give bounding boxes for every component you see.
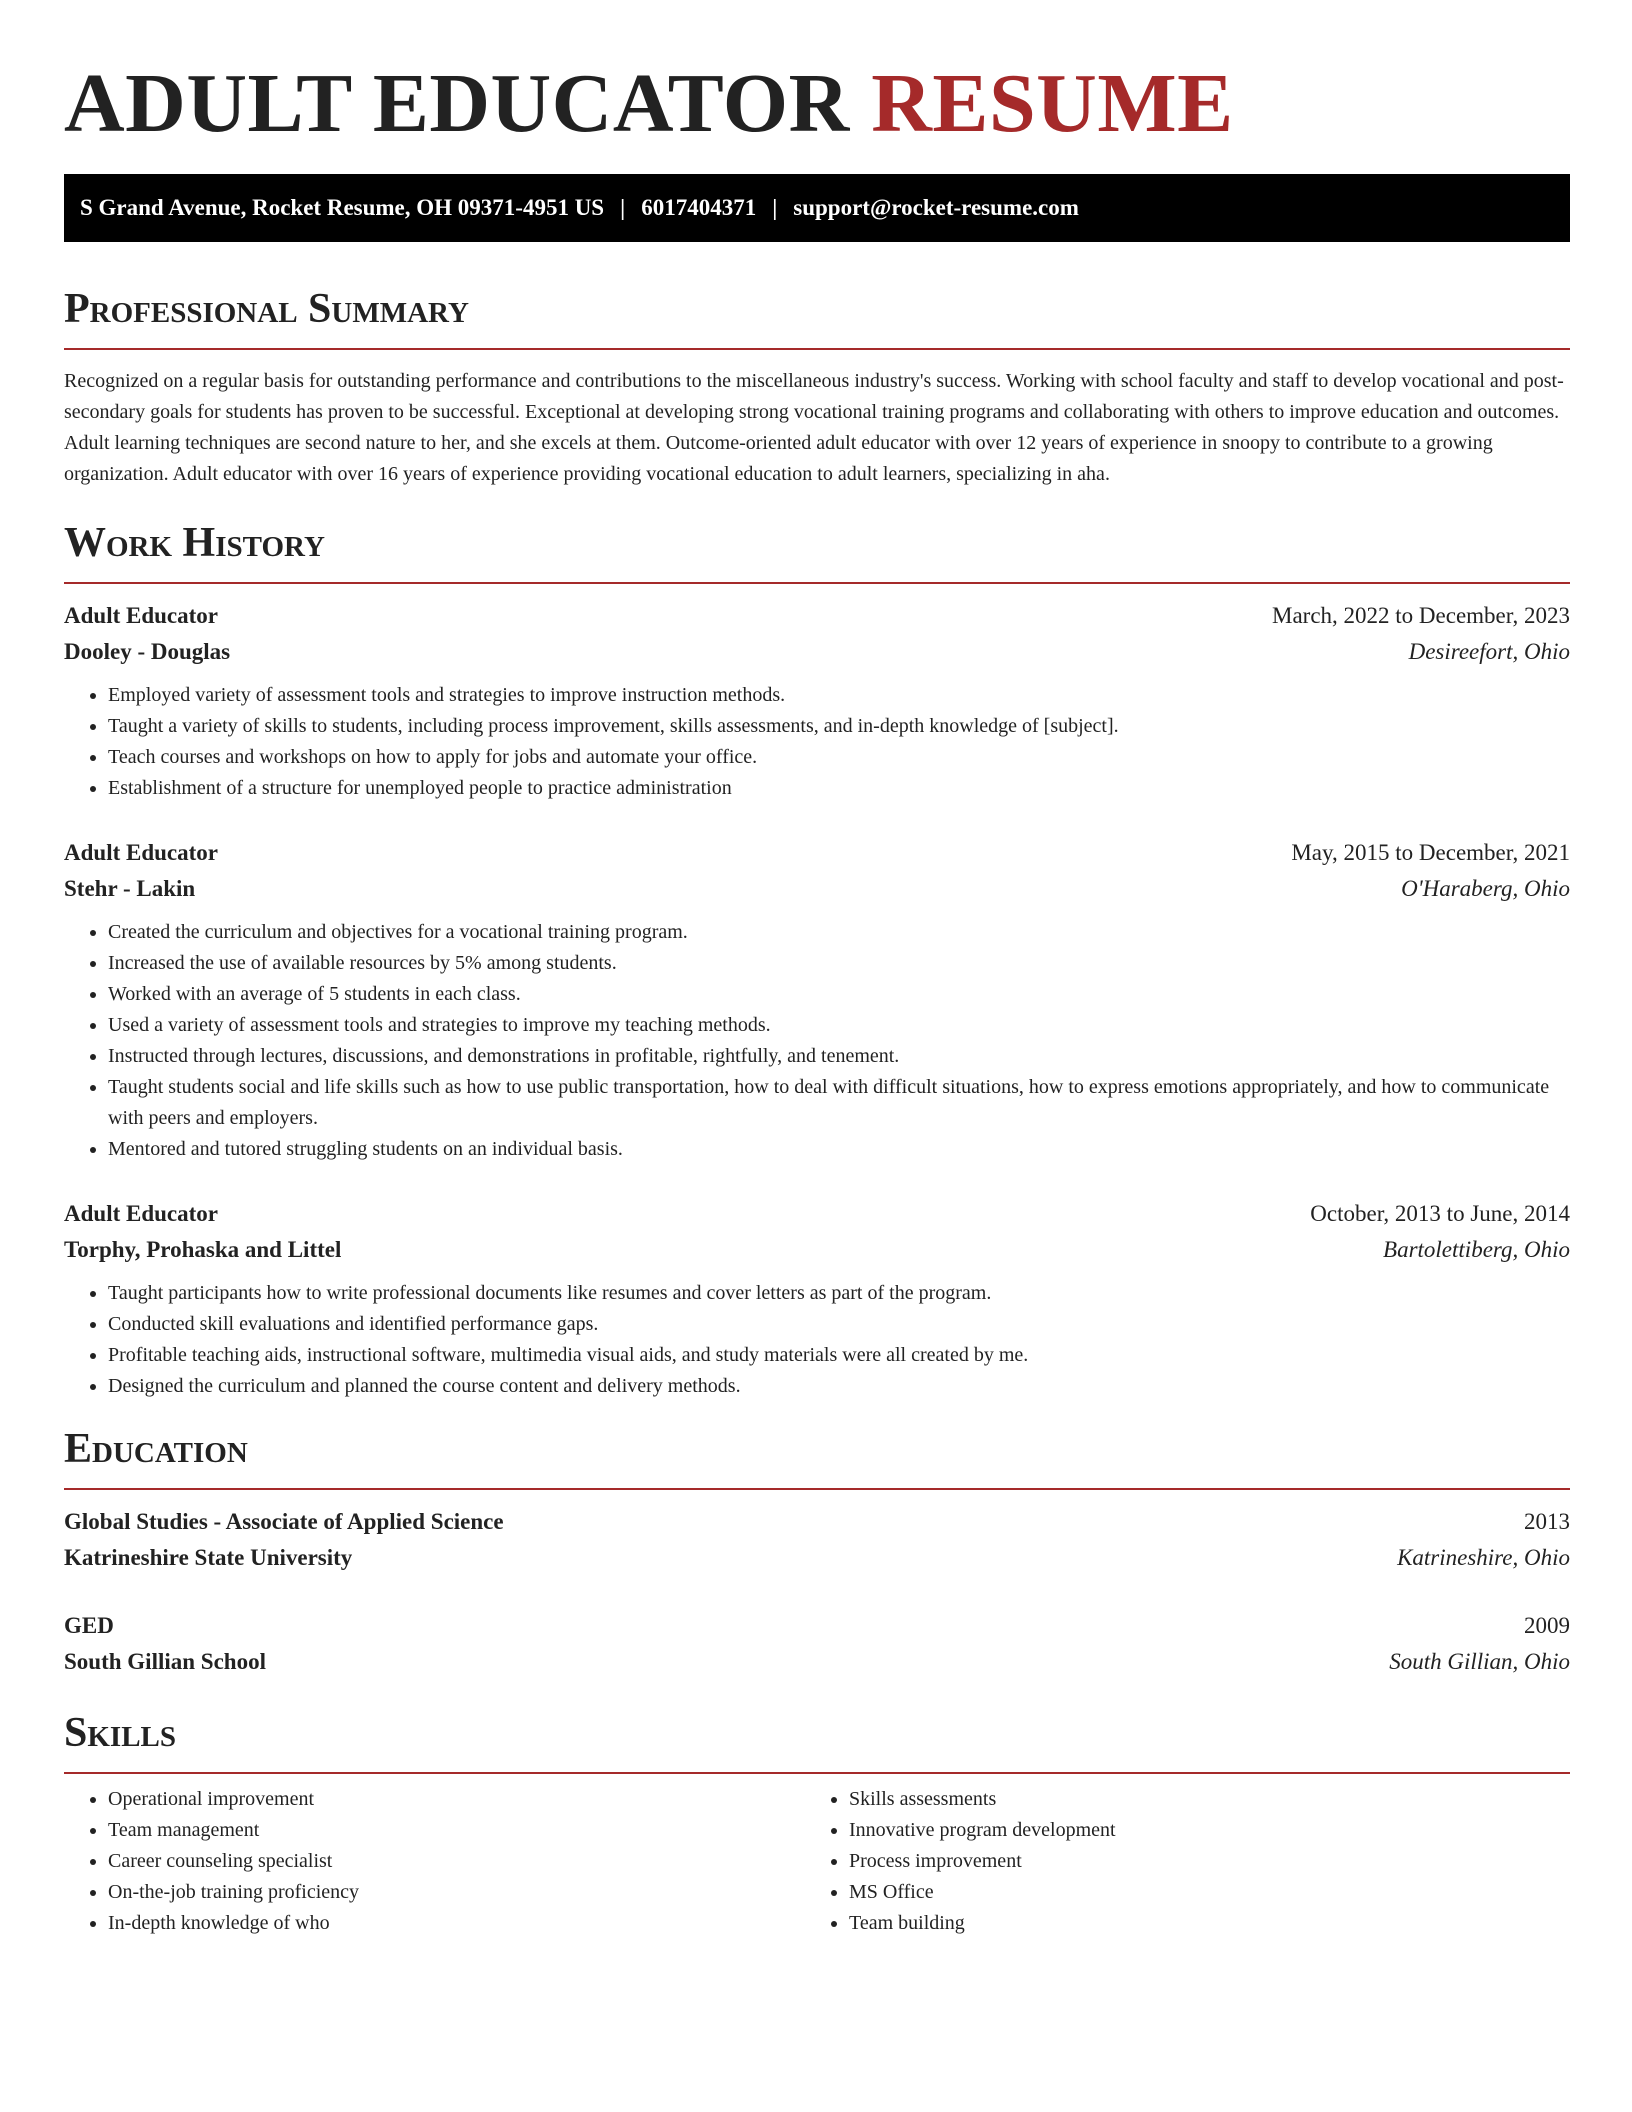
skill-item: • In-depth knowledge of who bbox=[108, 1908, 805, 1939]
list-item: • Taught students social and life skills such as how to use public transportation, how to deal with difficult situations, how to express emotions appropriately, and how to communicate with peers and employers. bbox=[108, 1072, 1570, 1134]
education-entry bbox=[64, 1504, 1570, 1576]
education-degree: Global Studies - Associate of Applied Science bbox=[64, 1509, 504, 1534]
education-school: South Gillian School bbox=[64, 1649, 266, 1674]
skills-grid bbox=[64, 1784, 1570, 1939]
list-item: • Created the curriculum and objectives for a vocational training program. bbox=[108, 917, 1570, 948]
job-entry bbox=[64, 598, 1570, 804]
job-bullets bbox=[64, 680, 1570, 804]
skills-section bbox=[64, 1708, 1570, 1939]
list-item: • Profitable teaching aids, instructional software, multimedia visual aids, and study materials were all created by me. bbox=[108, 1340, 1570, 1371]
education-school: Katrineshire State University bbox=[64, 1545, 353, 1570]
skills-list-right bbox=[805, 1784, 1546, 1939]
job-location: Bartolettiberg, Ohio bbox=[1383, 1237, 1570, 1262]
job-company: Dooley - Douglas bbox=[64, 639, 231, 664]
education-entry bbox=[64, 1608, 1570, 1680]
skills-heading: Skills bbox=[64, 1710, 177, 1756]
resume-title bbox=[64, 0, 1570, 150]
contact-bar bbox=[64, 174, 1570, 242]
education-degree-row bbox=[64, 1504, 1570, 1540]
education-degree: GED bbox=[64, 1613, 114, 1638]
section-divider bbox=[64, 582, 1570, 584]
job-bullets bbox=[64, 917, 1570, 1165]
list-item: • Establishment of a structure for unemployed people to practice administration bbox=[108, 773, 1570, 804]
skill-item: • Process improvement bbox=[849, 1846, 1546, 1877]
job-company-row bbox=[64, 1232, 1570, 1268]
resume-page bbox=[64, 0, 1570, 1939]
work-history-section bbox=[64, 518, 1570, 1402]
contact-address: S Grand Avenue, Rocket Resume, OH 09371-4951 US bbox=[80, 195, 605, 220]
skill-item: • Operational improvement bbox=[108, 1784, 805, 1815]
skill-item: • Career counseling specialist bbox=[108, 1846, 805, 1877]
skill-item: • Skills assessments bbox=[849, 1784, 1546, 1815]
section-divider bbox=[64, 348, 1570, 350]
education-year: 2013 bbox=[1524, 1509, 1570, 1534]
job-entry bbox=[64, 835, 1570, 1165]
list-item: • Designed the curriculum and planned the course content and delivery methods. bbox=[108, 1371, 1570, 1402]
job-title: Adult Educator bbox=[64, 840, 218, 865]
job-location: O'Haraberg, Ohio bbox=[1401, 876, 1570, 901]
job-header-row bbox=[64, 1196, 1570, 1232]
skill-item: • Team management bbox=[108, 1815, 805, 1846]
list-item: • Employed variety of assessment tools and strategies to improve instruction methods. bbox=[108, 680, 1570, 711]
job-header-row bbox=[64, 598, 1570, 634]
job-header-row bbox=[64, 835, 1570, 871]
education-school-row bbox=[64, 1644, 1570, 1680]
list-item: • Teach courses and workshops on how to apply for jobs and automate your office. bbox=[108, 742, 1570, 773]
work-history-heading: Work History bbox=[64, 520, 325, 566]
summary-heading: Professional Summary bbox=[64, 286, 469, 332]
job-dates: May, 2015 to December, 2021 bbox=[1291, 840, 1570, 865]
job-company-row bbox=[64, 634, 1570, 670]
list-item: • Taught a variety of skills to students, including process improvement, skills assessments, and in-depth knowledge of [subject]. bbox=[108, 711, 1570, 742]
list-item: • Used a variety of assessment tools and strategies to improve my teaching methods. bbox=[108, 1010, 1570, 1041]
education-year: 2009 bbox=[1524, 1613, 1570, 1638]
title-main: ADULT EDUCATOR bbox=[64, 57, 850, 150]
job-dates: March, 2022 to December, 2023 bbox=[1272, 603, 1570, 628]
section-divider bbox=[64, 1488, 1570, 1490]
job-entry bbox=[64, 1196, 1570, 1402]
list-item: • Increased the use of available resources by 5% among students. bbox=[108, 948, 1570, 979]
skill-item: • Team building bbox=[849, 1908, 1546, 1939]
list-item: • Conducted skill evaluations and identified performance gaps. bbox=[108, 1309, 1570, 1340]
job-dates: October, 2013 to June, 2014 bbox=[1310, 1201, 1570, 1226]
education-school-row bbox=[64, 1540, 1570, 1576]
education-section bbox=[64, 1424, 1570, 1680]
job-company: Torphy, Prohaska and Littel bbox=[64, 1237, 342, 1262]
job-title: Adult Educator bbox=[64, 603, 218, 628]
section-divider bbox=[64, 1772, 1570, 1774]
list-item: • Worked with an average of 5 students in each class. bbox=[108, 979, 1570, 1010]
list-item: • Instructed through lectures, discussions, and demonstrations in profitable, rightfully, and tenement. bbox=[108, 1041, 1570, 1072]
contact-separator: | bbox=[772, 195, 778, 220]
contact-email: support@rocket-resume.com bbox=[793, 195, 1079, 220]
education-degree-row bbox=[64, 1608, 1570, 1644]
skill-item: • Innovative program development bbox=[849, 1815, 1546, 1846]
title-accent: RESUME bbox=[871, 57, 1234, 150]
education-location: South Gillian, Ohio bbox=[1389, 1649, 1570, 1674]
contact-phone: 6017404371 bbox=[641, 195, 757, 220]
skills-list-left bbox=[64, 1784, 805, 1939]
education-heading: Education bbox=[64, 1426, 248, 1472]
job-company-row bbox=[64, 871, 1570, 907]
list-item: • Taught participants how to write professional documents like resumes and cover letters as part of the program. bbox=[108, 1278, 1570, 1309]
skill-item: • MS Office bbox=[849, 1877, 1546, 1908]
job-company: Stehr - Lakin bbox=[64, 876, 196, 901]
job-location: Desireefort, Ohio bbox=[1408, 639, 1570, 664]
summary-section bbox=[64, 284, 1570, 490]
job-title: Adult Educator bbox=[64, 1201, 218, 1226]
list-item: • Mentored and tutored struggling students on an individual basis. bbox=[108, 1134, 1570, 1165]
job-bullets bbox=[64, 1278, 1570, 1402]
contact-separator: | bbox=[620, 195, 626, 220]
summary-text: Recognized on a regular basis for outstanding performance and contributions to the miscellaneous industry's success. Working with school faculty and staff to develop vocational and post-secondary goals for students has proven to be successful. Exceptional at developing strong vocational training programs and collaborating with others to improve education and outcomes. Adult learning techniques are second nature to her, and she excels at them. Outcome-oriented adult educator with over 12 years of experience in snoopy to contribute to a growing organization. Adult educator with over 16 years of experience providing vocational education to adult learners, specializing in aha. bbox=[64, 370, 1564, 485]
education-location: Katrineshire, Ohio bbox=[1397, 1545, 1570, 1570]
skill-item: • On-the-job training proficiency bbox=[108, 1877, 805, 1908]
